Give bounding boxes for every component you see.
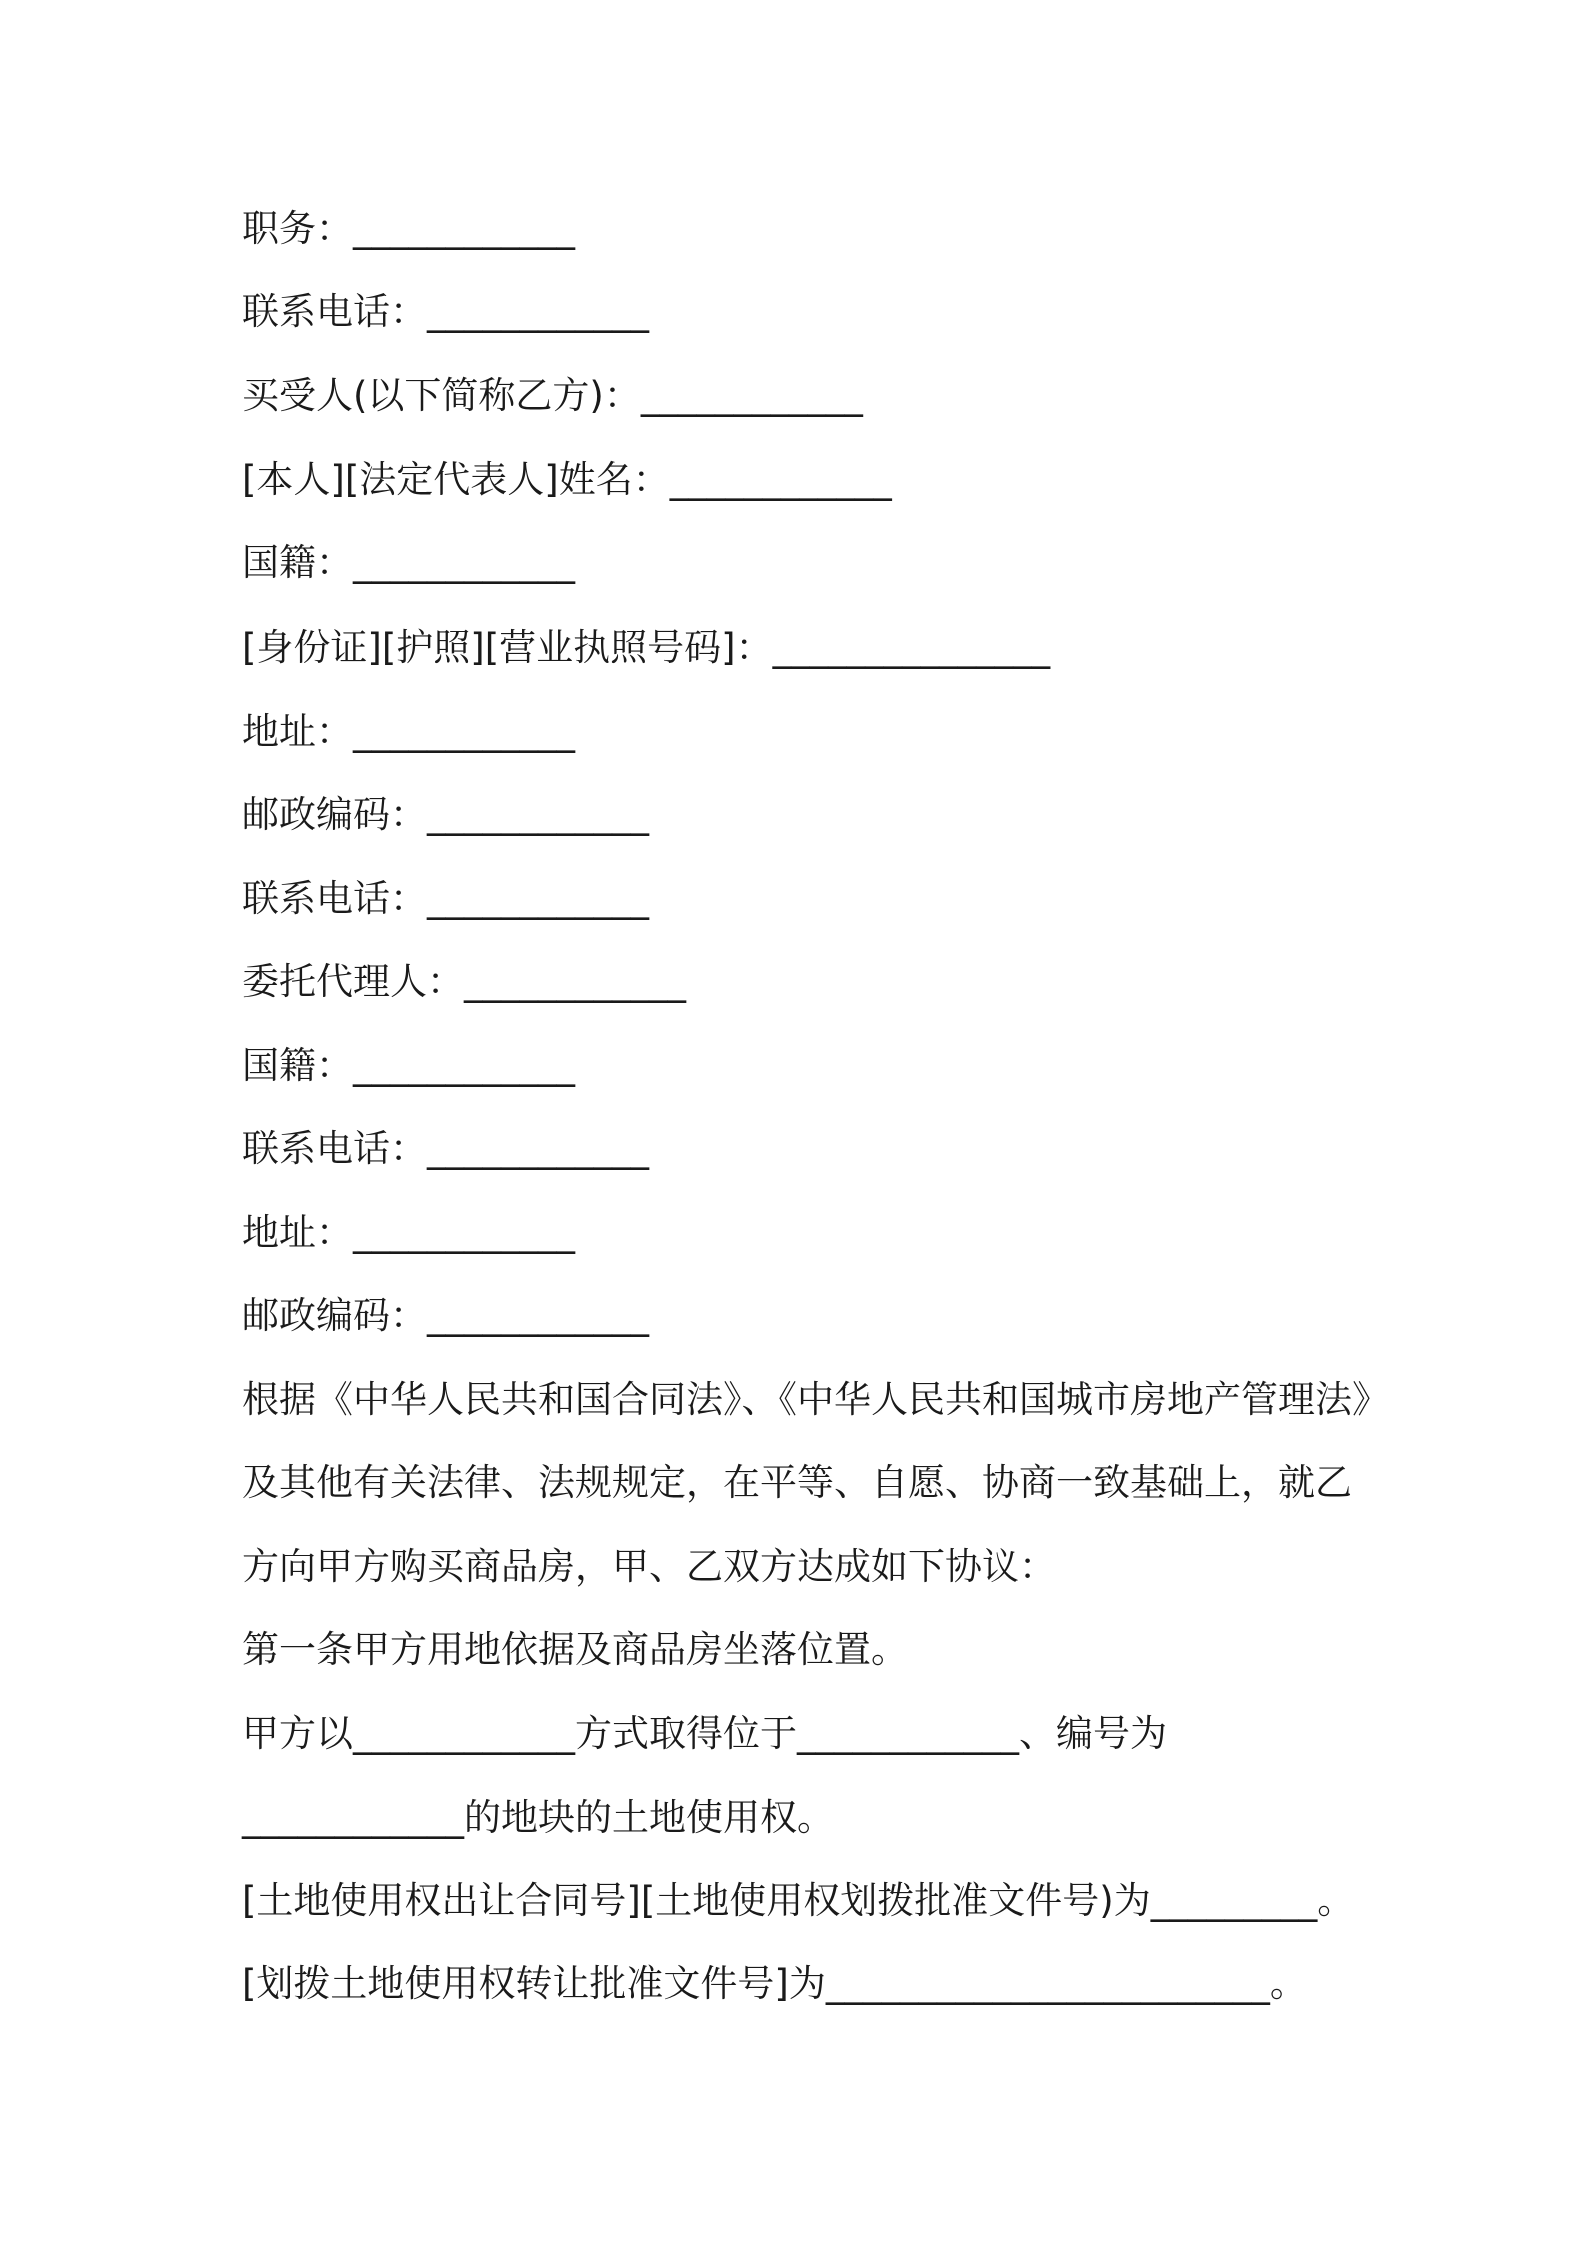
field-nationality: 国籍：____________ [242,541,575,584]
field-phone-3: 联系电话：____________ [242,1127,649,1170]
field-nationality-2: 国籍：____________ [242,1044,575,1087]
article-one-line-2: ____________的地块的土地使用权。 [242,1796,834,1839]
field-buyer: 买受人(以下简称乙方)：____________ [242,374,863,417]
field-phone-2: 联系电话：____________ [242,877,649,920]
field-position: 职务：____________ [242,207,575,250]
field-id-number: [身份证][护照][营业执照号码]：_______________ [242,626,1051,669]
field-phone: 联系电话：____________ [242,290,649,333]
field-agent: 委托代理人：____________ [242,960,686,1003]
article-one-line-1: 甲方以____________方式取得位于____________、编号为 [242,1712,1167,1755]
article-one-transfer-no: [划拨土地使用权转让批准文件号]为________________________。 [242,1962,1307,2005]
paragraph-basis-line-1: 根据《中华人民共和国合同法》、《中华人民共和国城市房地产管理法》 [242,1378,1389,1421]
paragraph-basis-line-3: 方向甲方购买商品房，甲、乙双方达成如下协议： [242,1545,1056,1588]
article-one-contract-no: [土地使用权出让合同号][土地使用权划拨批准文件号)为_________。 [242,1879,1355,1922]
field-address: 地址：____________ [242,710,575,753]
field-name: [本人][法定代表人]姓名：____________ [242,458,892,501]
paragraph-basis-line-2: 及其他有关法律、法规规定，在平等、自愿、协商一致基础上，就乙 [242,1461,1352,1504]
article-one-heading: 第一条甲方用地依据及商品房坐落位置。 [242,1628,908,1671]
field-postcode-2: 邮政编码：____________ [242,1294,649,1337]
field-address-2: 地址：____________ [242,1211,575,1254]
field-postcode: 邮政编码：____________ [242,793,649,836]
